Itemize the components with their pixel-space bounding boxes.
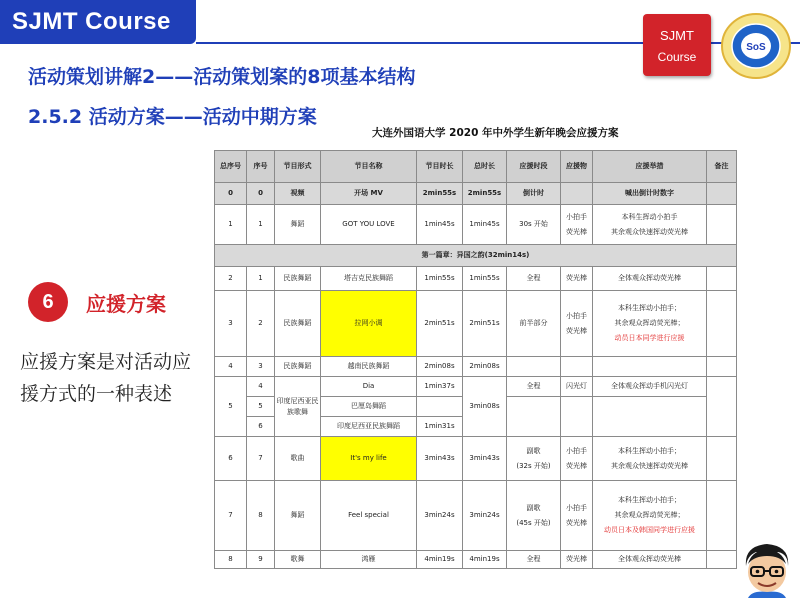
school-seal-icon <box>718 10 794 82</box>
cell-line-red: 动员日本同学进行应援 <box>614 334 685 342</box>
table-row <box>215 183 737 205</box>
col-header: 备注 <box>707 151 737 183</box>
cell: 0 <box>247 183 275 205</box>
cell: Feel special <box>321 481 417 551</box>
cell <box>561 357 593 377</box>
cell <box>561 205 593 245</box>
cell: 2 <box>247 291 275 357</box>
cell: 3min43s <box>463 437 507 481</box>
col-header: 应援举措 <box>593 151 707 183</box>
cell: 舞蹈 <box>275 205 321 245</box>
col-header: 节目形式 <box>275 151 321 183</box>
cell <box>593 291 707 357</box>
cell-line: 其余观众快速挥动荧光棒 <box>611 461 688 470</box>
cell-line: 副歌 <box>526 503 541 512</box>
cell: 全体观众挥动荧光棒 <box>593 551 707 569</box>
cell: 4 <box>247 377 275 397</box>
cell-line: 小拍手 <box>566 503 587 512</box>
heading-line2: 2.5.2 活动方案——活动中期方案 <box>28 106 317 128</box>
cell: 全程 <box>507 377 561 397</box>
table-row <box>215 357 737 377</box>
cell: 民族舞蹈 <box>275 267 321 291</box>
cell: 1min31s <box>417 417 463 437</box>
brand-tab <box>0 0 196 44</box>
cell: 2min51s <box>417 291 463 357</box>
cell <box>561 397 593 437</box>
cell-line: 小拍手 <box>566 446 587 455</box>
table-title: 大连外国语大学 2020 年中外学生新年晚会应援方案 <box>372 127 619 139</box>
cell-highlighted: It's my life <box>321 437 417 481</box>
cell: 6 <box>247 417 275 437</box>
cell: 2min08s <box>463 357 507 377</box>
cell: GOT YOU LOVE <box>321 205 417 245</box>
cell-line: (32s 开始) <box>516 461 551 470</box>
cell: 歌曲 <box>275 437 321 481</box>
cell: 8 <box>247 481 275 551</box>
cell <box>561 291 593 357</box>
cell: 荧光棒 <box>561 267 593 291</box>
sjmt-logo <box>643 14 711 76</box>
cell: 视频 <box>275 183 321 205</box>
table-row <box>215 437 737 481</box>
cell-line: 副歌 <box>526 446 541 455</box>
section-description: 应援方案是对活动应援方式的一种表述 <box>20 351 192 405</box>
cheer-plan-table <box>214 150 737 569</box>
cell-line: 荧光棒 <box>566 461 587 470</box>
cell: 2 <box>215 267 247 291</box>
cell-line: 本科生挥动小拍手； <box>618 496 681 504</box>
cell <box>707 267 737 291</box>
cell <box>707 481 737 551</box>
cell-line: 小拍手 <box>566 212 587 221</box>
cell: 1min55s <box>463 267 507 291</box>
cell-line: 荧光棒 <box>566 227 587 236</box>
cell <box>507 397 561 437</box>
cell: 印度尼西亚民族舞蹈 <box>321 417 417 437</box>
cell: 3 <box>215 291 247 357</box>
cell-line: 荧光棒 <box>566 518 587 527</box>
cell: 1min37s <box>417 377 463 397</box>
cell <box>561 183 593 205</box>
cell: 8 <box>215 551 247 569</box>
cell: 舞蹈 <box>275 481 321 551</box>
cell: 3min08s <box>463 377 507 437</box>
cell: 5 <box>247 397 275 417</box>
cell: 民族舞蹈 <box>275 357 321 377</box>
cell-line: 本科生挥动小拍手 <box>621 212 678 221</box>
table-row <box>215 291 737 357</box>
col-header: 节目名称 <box>321 151 417 183</box>
table-row <box>215 205 737 245</box>
cell <box>561 437 593 481</box>
brand-title: SJMT Course <box>12 8 171 35</box>
cell: 1min45s <box>417 205 463 245</box>
cell: 开场 MV <box>321 183 417 205</box>
cell <box>561 481 593 551</box>
cell: 1min55s <box>417 267 463 291</box>
chapter-row <box>215 245 737 267</box>
cell: 全体观众挥动手机闪光灯 <box>593 377 707 397</box>
cartoon-avatar-icon <box>738 540 796 598</box>
cell: 鸿雁 <box>321 551 417 569</box>
cell: 7 <box>215 481 247 551</box>
cell-highlighted: 拉网小调 <box>321 291 417 357</box>
cell: 1 <box>247 267 275 291</box>
col-header: 节目时长 <box>417 151 463 183</box>
cell: 2min08s <box>417 357 463 377</box>
logo-line1: SJMT <box>660 28 694 43</box>
cell: 3 <box>247 357 275 377</box>
cell: 9 <box>247 551 275 569</box>
cell-line: 其余观众挥动荧光棒； <box>614 319 685 327</box>
cell <box>593 437 707 481</box>
cell: 5 <box>215 377 247 437</box>
cell: 全体观众挥动荧光棒 <box>593 267 707 291</box>
cell: 越南民族舞蹈 <box>321 357 417 377</box>
cell <box>593 357 707 377</box>
table-header-row <box>215 151 737 183</box>
section-title: 应援方案 <box>86 292 166 316</box>
cell <box>507 357 561 377</box>
cell: 1 <box>215 205 247 245</box>
cell-line: 本科生挥动小拍手； <box>618 304 681 312</box>
cell: 3min24s <box>463 481 507 551</box>
cell <box>707 291 737 357</box>
cell: 4min19s <box>417 551 463 569</box>
seal-text: SoS <box>746 42 766 53</box>
cell-line: 其余观众挥动荧光棒； <box>614 511 685 519</box>
cell: 1 <box>247 205 275 245</box>
cell: 4 <box>215 357 247 377</box>
cell: 全程 <box>507 267 561 291</box>
cell: 2min51s <box>463 291 507 357</box>
cell: 塔吉克民族舞蹈 <box>321 267 417 291</box>
cell: 闪光灯 <box>561 377 593 397</box>
cell <box>593 205 707 245</box>
cell-line-red: 动员日本及韩国同学进行应援 <box>604 526 695 534</box>
col-header: 应援时段 <box>507 151 561 183</box>
cell-line: 小拍手 <box>566 311 587 320</box>
cell: 荧光棒 <box>561 551 593 569</box>
cell-line: 本科生挥动小拍手； <box>618 446 681 455</box>
logo-line2: Course <box>657 50 697 64</box>
cell: 印度尼西亚民族歌舞 <box>275 377 321 437</box>
cell: 倒计时 <box>507 183 561 205</box>
cell <box>593 481 707 551</box>
section-number-badge: 6 <box>28 282 68 322</box>
col-header: 序号 <box>247 151 275 183</box>
table-row <box>215 481 737 551</box>
col-header: 总时长 <box>463 151 507 183</box>
col-header: 应援物 <box>561 151 593 183</box>
cell <box>417 397 463 417</box>
cell: 7 <box>247 437 275 481</box>
cell: 巴厘岛舞蹈 <box>321 397 417 417</box>
cell <box>707 205 737 245</box>
cell <box>707 357 737 377</box>
cell <box>707 551 737 569</box>
cell: 6 <box>215 437 247 481</box>
cell: 0 <box>215 183 247 205</box>
cell: Dia <box>321 377 417 397</box>
heading-line1: 活动策划讲解2——活动策划案的8项基本结构 <box>28 66 416 88</box>
cell <box>707 377 737 437</box>
cell: 4min19s <box>463 551 507 569</box>
table-row <box>215 551 737 569</box>
cell-line: 荧光棒 <box>566 326 587 335</box>
cell: 2min55s <box>417 183 463 205</box>
cell: 2min55s <box>463 183 507 205</box>
cell <box>707 183 737 205</box>
cell-line: (45s 开始) <box>516 518 551 527</box>
table-row <box>215 267 737 291</box>
table-row <box>215 377 737 397</box>
cell: 民族舞蹈 <box>275 291 321 357</box>
cell: 1min45s <box>463 205 507 245</box>
col-header: 总序号 <box>215 151 247 183</box>
cell: 3min43s <box>417 437 463 481</box>
cell: 歌舞 <box>275 551 321 569</box>
chapter-title: 第一篇章：异国之韵(32min14s) <box>215 245 737 267</box>
cell-line: 其余观众快速挥动荧光棒 <box>611 227 688 236</box>
cell: 3min24s <box>417 481 463 551</box>
cell <box>507 437 561 481</box>
cell: 前半部分 <box>507 291 561 357</box>
cell: 全程 <box>507 551 561 569</box>
cell <box>707 437 737 481</box>
cell: 30s 开始 <box>507 205 561 245</box>
cell <box>507 481 561 551</box>
cell <box>593 397 707 437</box>
cell: 喊出倒计时数字 <box>593 183 707 205</box>
